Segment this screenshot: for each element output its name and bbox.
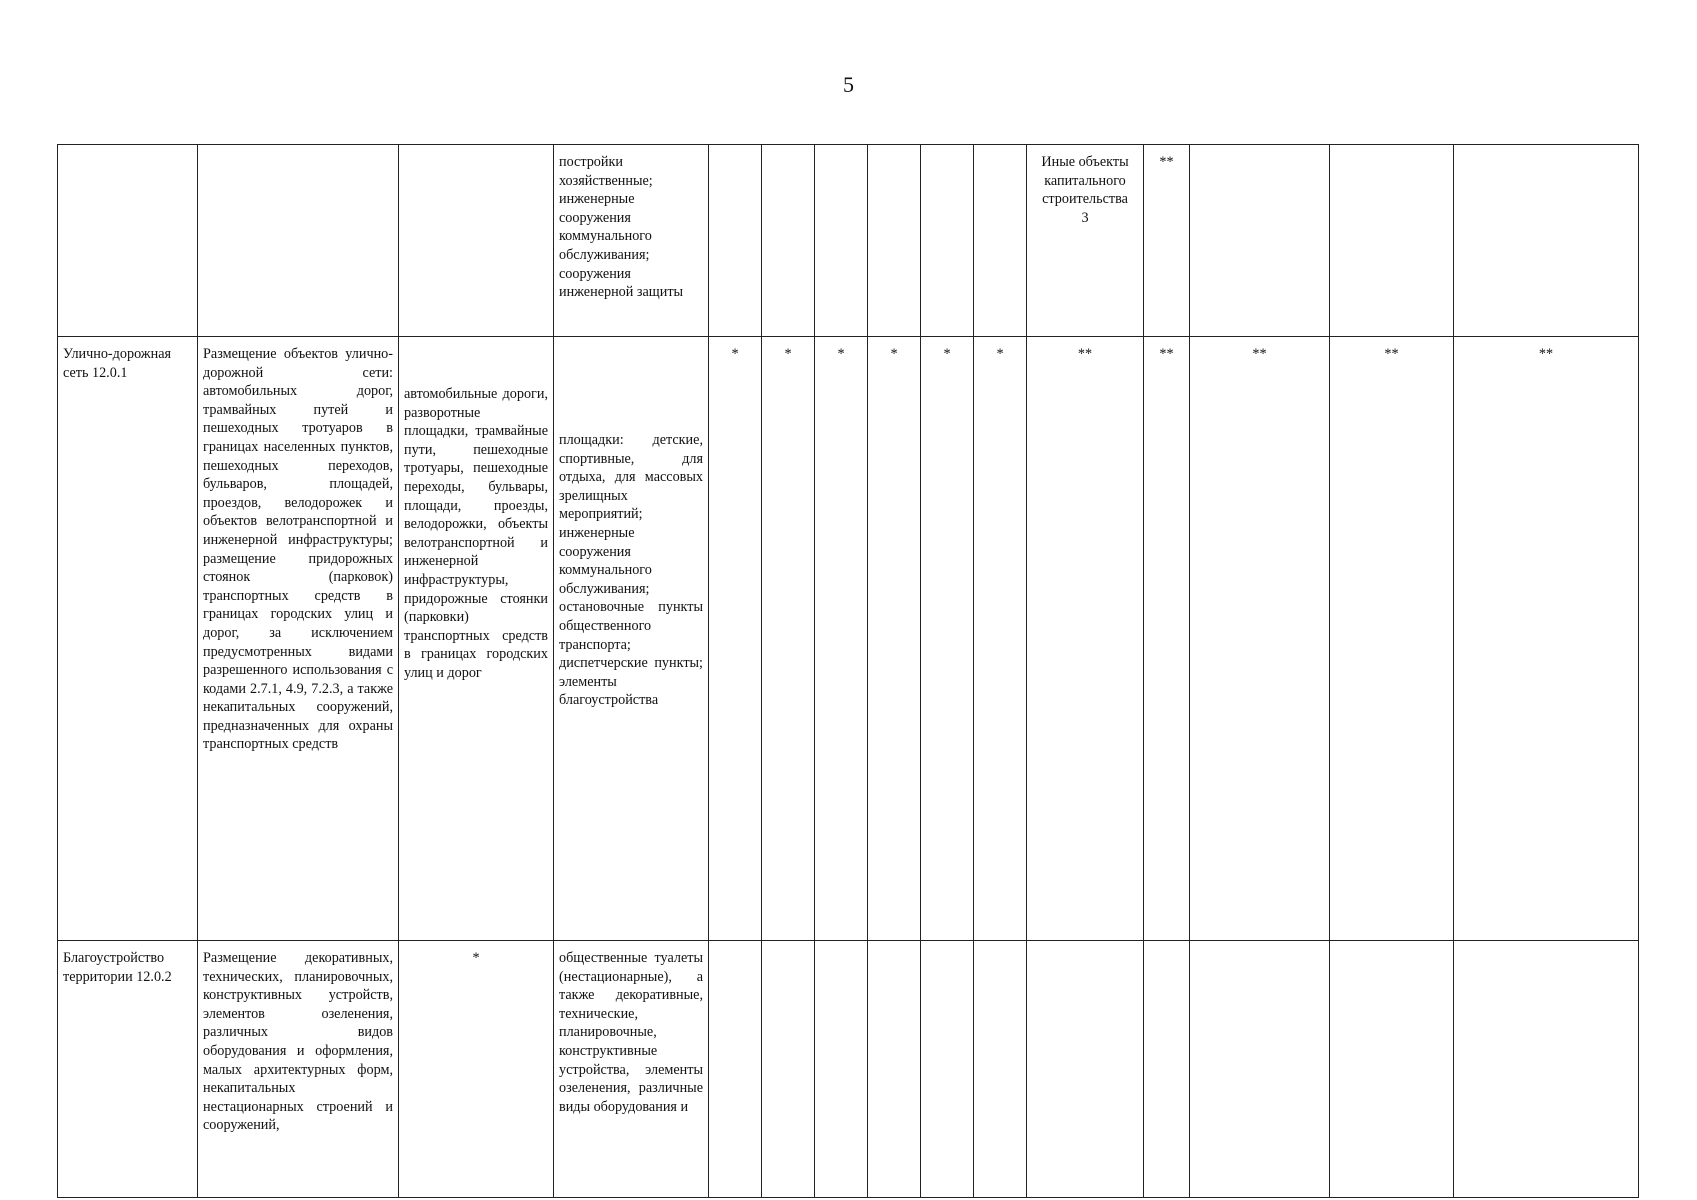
description-cell: Размещение декоративных, технических, планировочных, конструктивных устройств, элементов озеленения, различных видов оборудования и оформления, малых архитектурных форм, некапитальных нестационарных строений и сооружений,	[198, 941, 399, 1198]
zone-mark-cell	[709, 145, 762, 337]
use-name-cell	[58, 145, 198, 337]
zone-mark-cell: *	[762, 337, 815, 941]
parameter-cell: **	[1144, 145, 1190, 337]
zone-mark-cell	[815, 145, 868, 337]
description-cell	[198, 145, 399, 337]
zone-mark-cell	[921, 941, 974, 1198]
use-name-cell: Благоустройство территории 12.0.2	[58, 941, 198, 1198]
other-objects-cell	[1027, 941, 1144, 1198]
parameter-cell: **	[1190, 337, 1330, 941]
table-row	[58, 941, 1639, 1198]
parameter-cell	[1190, 941, 1330, 1198]
parameter-cell: **	[1330, 337, 1454, 941]
zone-mark-cell	[762, 941, 815, 1198]
auxiliary-objects-cell: площадки: детские, спортивные, для отдыха, для массовых зрелищных мероприятий; инженерные сооружения коммунального обслуживания; остановочные пункты общественного транспорта; диспетчерские пункты; элементы благоустройства	[554, 337, 709, 941]
zone-mark-cell: *	[921, 337, 974, 941]
zone-mark-cell	[762, 145, 815, 337]
description-cell: Размещение объектов улично-дорожной сети: автомобильных дорог, трамвайных путей и пешеходных тротуаров в границах населенных пунктов, пешеходных переходов, бульваров, площадей, проездов, велодорожек и объектов велотранспортной и инженерной инфраструктуры; размещение придорожных стоянок (парковок) транспортных средств в границах городских улиц и дорог, за исключением предусмотренных видами разрешенного использования с кодами 2.7.1, 4.9, 7.2.3, а также некапитальных сооружений, предназначенных для охраны транспортных средств	[198, 337, 399, 941]
zone-mark-cell: *	[868, 337, 921, 941]
parameter-cell	[1454, 941, 1639, 1198]
parameter-cell	[1190, 145, 1330, 337]
zone-mark-cell	[868, 941, 921, 1198]
zone-mark-cell: *	[709, 337, 762, 941]
parameter-cell: **	[1144, 337, 1190, 941]
parameter-cell	[1330, 941, 1454, 1198]
parameter-cell	[1454, 145, 1639, 337]
zone-mark-cell	[709, 941, 762, 1198]
parameter-cell	[1330, 145, 1454, 337]
main-objects-cell: автомобильные дороги, разворотные площадки, трамвайные пути, пешеходные тротуары, пешеходные переходы, бульвары, площади, проезды, велодорожки, объекты велотранспортной и инженерной инфраструктуры, придорожные стоянки (парковки) транспортных средств в границах городских улиц и дорог	[399, 337, 554, 941]
table-row	[58, 145, 1639, 337]
zone-mark-cell: *	[815, 337, 868, 941]
zone-mark-cell	[868, 145, 921, 337]
auxiliary-objects-cell: общественные туалеты (нестационарные), а также декоративные, технические, планировочные, конструктивные устройства, элементы озеленения, различные виды оборудования и	[554, 941, 709, 1198]
zone-mark-cell	[815, 941, 868, 1198]
use-name-cell: Улично-дорожная сеть 12.0.1	[58, 337, 198, 941]
main-objects-cell: *	[399, 941, 554, 1198]
main-objects-cell	[399, 145, 554, 337]
other-objects-cell: Иные объекты капитального строительства 3	[1027, 145, 1144, 337]
parameter-cell	[1144, 941, 1190, 1198]
auxiliary-objects-cell: постройки хозяйственные; инженерные сооружения коммунального обслуживания; сооружения инженерной защиты	[554, 145, 709, 337]
zone-mark-cell	[921, 145, 974, 337]
page-number: 5	[843, 72, 854, 97]
zone-mark-cell	[974, 941, 1027, 1198]
zone-mark-cell	[974, 145, 1027, 337]
permitted-use-table	[57, 144, 1639, 1198]
other-objects-cell: **	[1027, 337, 1144, 941]
table-row	[58, 337, 1639, 941]
zone-mark-cell: *	[974, 337, 1027, 941]
parameter-cell: **	[1454, 337, 1639, 941]
